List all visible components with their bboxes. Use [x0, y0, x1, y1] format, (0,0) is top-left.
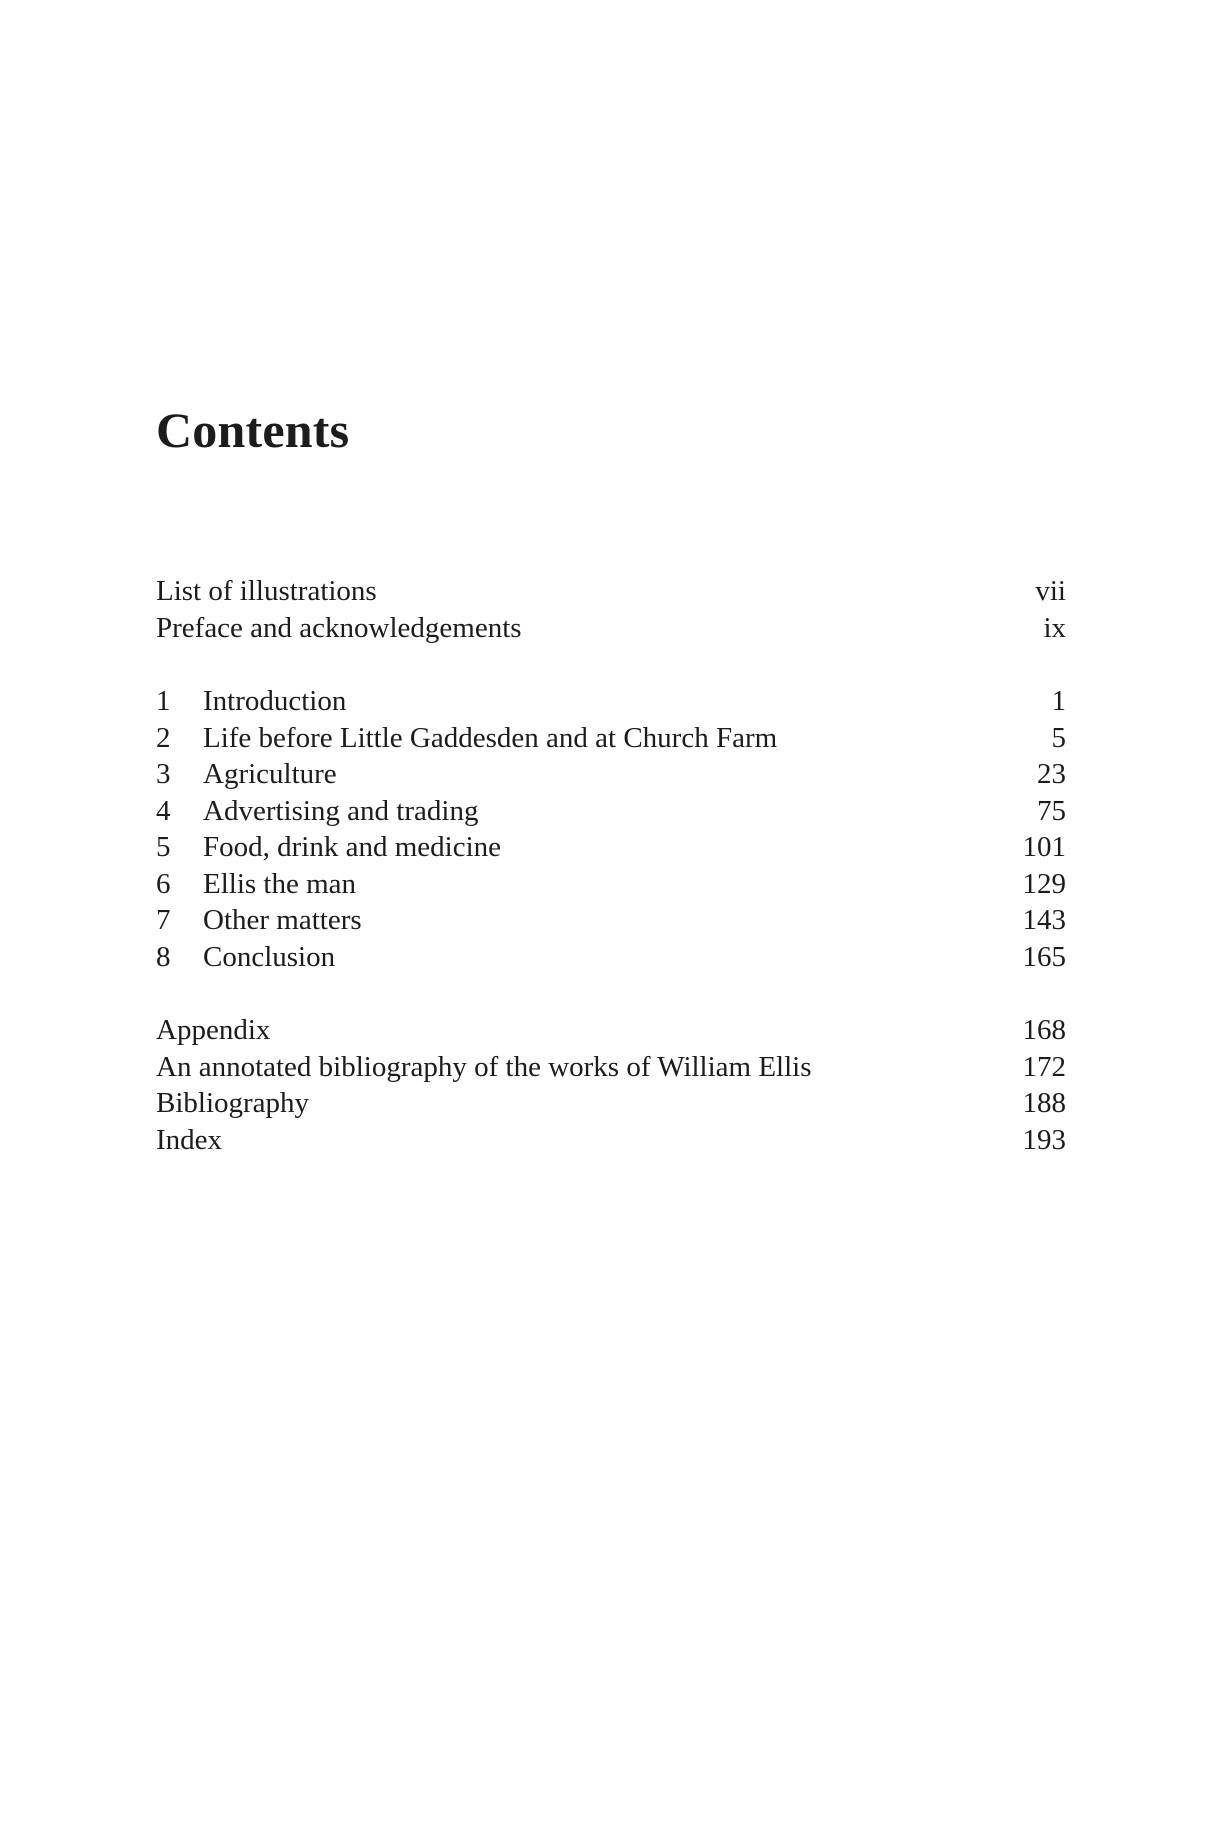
- toc-chapter-1: [156, 683, 1066, 720]
- chapter-number: 4: [156, 794, 171, 827]
- chapter-page: 129: [1022, 867, 1066, 900]
- chapter-number: 6: [156, 867, 171, 900]
- toc-entry-page: 172: [1022, 1050, 1066, 1083]
- chapter-number: 3: [156, 758, 171, 790]
- chapter-title: Food, drink and medicine: [203, 831, 502, 863]
- toc-chapter-8: [156, 939, 1066, 976]
- toc-chapter-3: [156, 756, 1066, 793]
- chapter-page: 75: [1037, 794, 1066, 827]
- toc-entry-page: 193: [1022, 1123, 1066, 1156]
- toc-entry-page: ix: [1043, 611, 1066, 644]
- chapter-number: 5: [156, 831, 171, 863]
- chapter-page: 1: [1051, 685, 1066, 717]
- chapter-number: 8: [156, 940, 171, 973]
- toc-chapters: [156, 683, 1066, 975]
- toc-chapter-2: [156, 720, 1066, 757]
- chapter-title: Life before Little Gaddesden and at Church Farm: [203, 721, 778, 754]
- chapter-title: Agriculture: [203, 758, 337, 790]
- chapter-title: Conclusion: [203, 940, 336, 973]
- chapter-page: 23: [1037, 758, 1066, 790]
- toc-back-matter: [156, 1012, 1066, 1158]
- chapter-page: 101: [1022, 831, 1066, 863]
- chapter-title: Advertising and trading: [203, 794, 479, 827]
- toc-chapter-6: [156, 866, 1066, 903]
- chapter-number: 2: [156, 721, 171, 754]
- toc-entry-page: 188: [1022, 1087, 1066, 1119]
- toc-chapter-5: [156, 829, 1066, 866]
- toc-entry-page: vii: [1035, 575, 1066, 607]
- chapter-page: 165: [1022, 940, 1066, 973]
- toc-entry-list-of-illustrations: [156, 573, 1066, 610]
- toc-entry-annotated-bibliography: [156, 1049, 1066, 1086]
- toc-entry-title: List of illustrations: [156, 575, 377, 607]
- toc-entry-appendix: [156, 1012, 1066, 1049]
- page-title: Contents: [156, 402, 350, 458]
- toc-entry-title: An annotated bibliography of the works of William Ellis: [156, 1050, 812, 1083]
- toc-entry-title: Index: [156, 1123, 223, 1156]
- chapter-title: Other matters: [203, 904, 362, 936]
- toc-entry-preface: [156, 610, 1066, 647]
- toc-chapter-4: [156, 793, 1066, 830]
- chapter-title: Ellis the man: [203, 867, 357, 900]
- toc-front-matter: [156, 573, 1066, 646]
- toc-chapter-7: [156, 902, 1066, 939]
- chapter-number: 1: [156, 685, 171, 717]
- chapter-title: Introduction: [203, 685, 347, 717]
- toc-entry-page: 168: [1022, 1014, 1066, 1046]
- chapter-page: 5: [1051, 721, 1066, 754]
- toc-entry-index: [156, 1122, 1066, 1159]
- chapter-page: 143: [1022, 904, 1066, 936]
- toc-entry-title: Bibliography: [156, 1087, 310, 1119]
- chapter-number: 7: [156, 904, 171, 936]
- toc-entry-bibliography: [156, 1085, 1066, 1122]
- toc-entry-title: Appendix: [156, 1014, 271, 1046]
- toc-entry-title: Preface and acknowledgements: [156, 611, 522, 644]
